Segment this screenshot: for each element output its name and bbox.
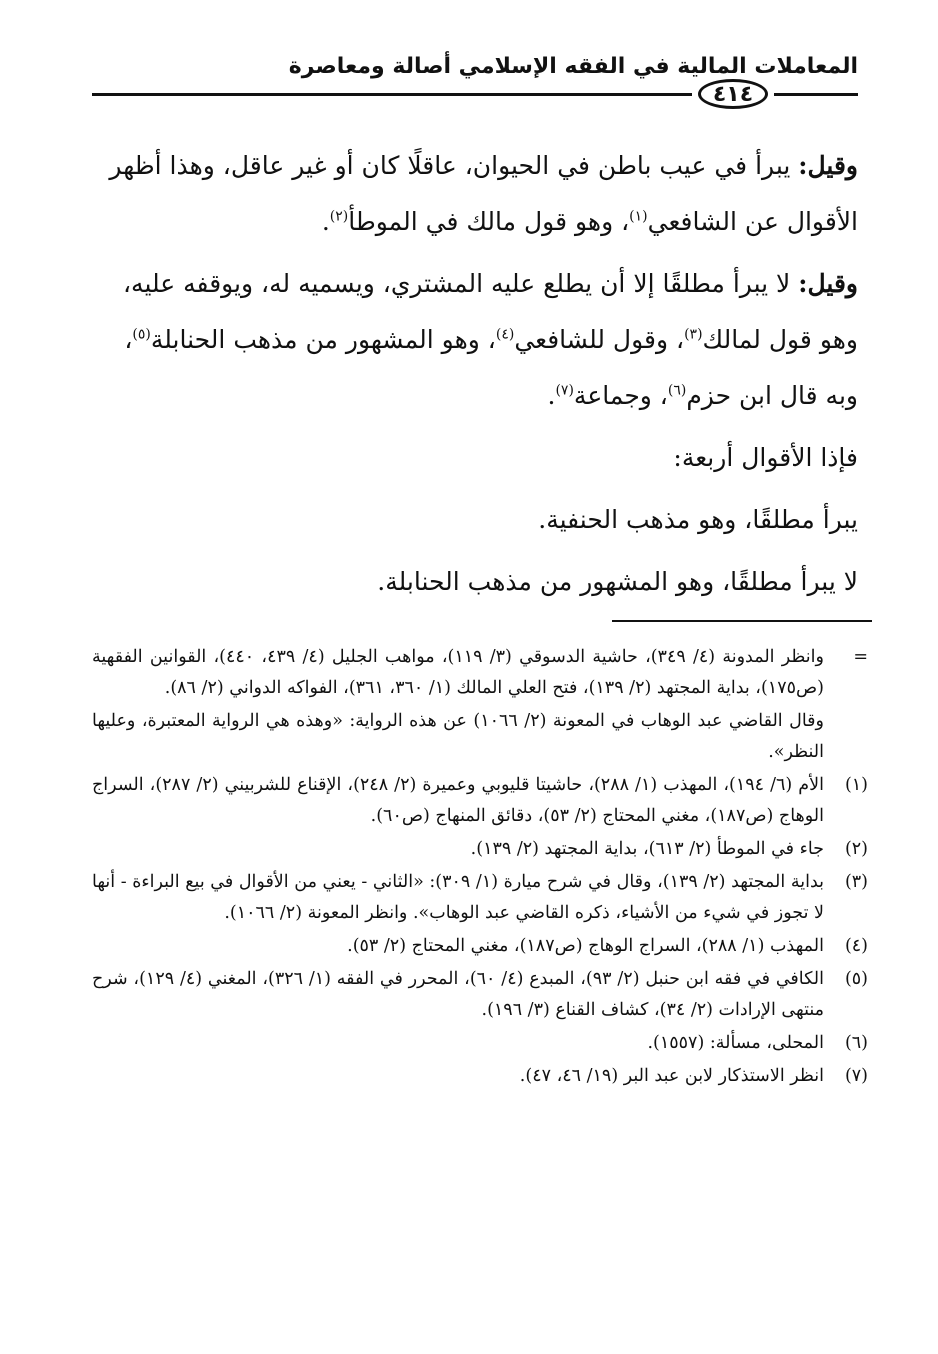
- paragraph-text: ، وقول للشافعي: [514, 325, 685, 354]
- paragraph-1: [92, 138, 858, 250]
- paragraph-2: [92, 256, 858, 424]
- paragraph-text: يبرأ في عيب باطن في الحيوان، عاقلًا كان أو غير عاقل، وهذا أظهر الأقوال عن الشافعي: [109, 151, 858, 236]
- footnote-ref-6[interactable]: (٦): [667, 382, 687, 399]
- footnote-7: [92, 1061, 868, 1092]
- footnote-text: وانظر المدونة (٤/ ٣٤٩)، حاشية الدسوقي (٣/ ١١٩)، مواهب الجليل (٤/ ٤٣٩، ٤٤٠)، القوانين الفقهية (ص١٧٥)، بداية المجتهد (٢/ ١٣٩)، فتح العلي المالك (١/ ٣٦٠، ٣٦١)، الفواكه الدواني (٢/ ٨٦).: [92, 647, 824, 698]
- footnote-mark: (٤): [844, 936, 868, 956]
- running-header: [92, 50, 858, 120]
- footnote-text: الكافي في فقه ابن حنبل (٢/ ٩٣)، المبدع (٤/ ٦٠)، المحرر في الفقه (١/ ٣٢٦)، المغني (٤/ ١٢٩)، شرح منتهى الإرادات (٢/ ٣٤)، كشاف القناع (٣/ ١٩٦).: [92, 969, 824, 1020]
- footnote-text: جاء في الموطأ (٢/ ٦١٣)، بداية المجتهد (٢/ ١٣٩).: [470, 839, 824, 859]
- footnote-mark: (١): [844, 775, 868, 795]
- header-rule-left: [92, 93, 692, 96]
- footnote-4: [92, 931, 868, 962]
- footnote-text: الأم (٦/ ١٩٤)، المهذب (١/ ٢٨٨)، حاشيتا قليوبي وعميرة (٢/ ٢٤٨)، الإقناع للشربيني (٢/ ٢٨٧)، السراج الوهاج (ص١٨٧)، مغني المحتاج (٢/ ٥٣)، دقائق المنهاج (ص٦٠).: [92, 775, 824, 826]
- footnote-3: [92, 867, 868, 929]
- footnote-ref-3[interactable]: (٣): [684, 326, 703, 343]
- footnotes: [92, 642, 868, 1094]
- footnote-6: [92, 1028, 868, 1059]
- paragraph-text: ، وبه قال ابن حزم: [124, 325, 858, 410]
- footnote-ref-1[interactable]: (١): [629, 208, 648, 225]
- footnote-separator: [612, 620, 872, 622]
- footnote-continued: [92, 706, 868, 768]
- paragraph-lead: وقيل:: [798, 151, 858, 180]
- footnote-ref-4[interactable]: (٤): [495, 326, 515, 343]
- footnote-text: انظر الاستذكار لابن عبد البر (١٩/ ٤٦، ٤٧).: [519, 1066, 824, 1086]
- footnote-1: [92, 770, 868, 832]
- footnote-mark: (٢): [844, 839, 868, 859]
- footnote-ref-2[interactable]: (٢): [329, 208, 349, 225]
- footnote-mark: (٣): [844, 872, 868, 892]
- paragraph-5: لا يبرأ مطلقًا، وهو المشهور من مذهب الحنابلة.: [377, 567, 858, 596]
- footnote-continued: [92, 642, 868, 704]
- footnote-2: [92, 834, 868, 865]
- footnote-mark: (٦): [844, 1033, 868, 1053]
- footnote-text: المهذب (١/ ٢٨٨)، السراج الوهاج (ص١٨٧)، مغني المحتاج (٢/ ٥٣).: [347, 936, 824, 956]
- header-rule-right: [774, 93, 858, 96]
- paragraph-text: ، وهو قول مالك في الموطأ: [348, 207, 630, 236]
- footnote-ref-7[interactable]: (٧): [555, 382, 574, 399]
- footnote-text: وقال القاضي عبد الوهاب في المعونة (٢/ ١٠٦٦) عن هذه الرواية: «وهذه هي الرواية المعتبرة، وعليها النظر».: [92, 711, 824, 762]
- paragraph-text: ، وهو المشهور من مذهب الحنابلة: [150, 325, 496, 354]
- book-title: المعاملات المالية في الفقه الإسلامي أصالة ومعاصرة: [288, 54, 858, 79]
- paragraph-lead: وقيل:: [798, 269, 858, 298]
- paragraph-text: .: [547, 381, 556, 410]
- page-number: ٤١٤: [698, 79, 768, 109]
- paragraph-text: ، وجماعة: [573, 381, 668, 410]
- footnote-5: [92, 964, 868, 1026]
- paragraph-3: فإذا الأقوال أربعة:: [673, 443, 858, 472]
- main-text: [92, 138, 858, 616]
- footnote-mark: (٧): [844, 1066, 868, 1086]
- paragraph-text: .: [321, 207, 330, 236]
- footnote-mark: =: [853, 647, 868, 667]
- footnote-mark: (٥): [844, 969, 868, 989]
- paragraph-text: لا يبرأ مطلقًا إلا أن يطلع عليه المشتري، ويسميه له، ويوقفه عليه، وهو قول لمالك: [122, 269, 858, 354]
- paragraph-4: يبرأ مطلقًا، وهو مذهب الحنفية.: [538, 505, 858, 534]
- footnote-text: بداية المجتهد (٢/ ١٣٩)، وقال في شرح ميارة (١/ ٣٠٩): «الثاني - يعني من الأقوال في بيع البراءة - أنها لا تجوز في شيء من الأشياء، ذكره القاضي عبد الوهاب». وانظر المعونة (٢/ ١٠٦٦).: [92, 872, 825, 923]
- footnote-text: المحلى، مسألة: (١٥٥٧).: [647, 1033, 824, 1053]
- footnote-ref-5[interactable]: (٥): [132, 326, 151, 343]
